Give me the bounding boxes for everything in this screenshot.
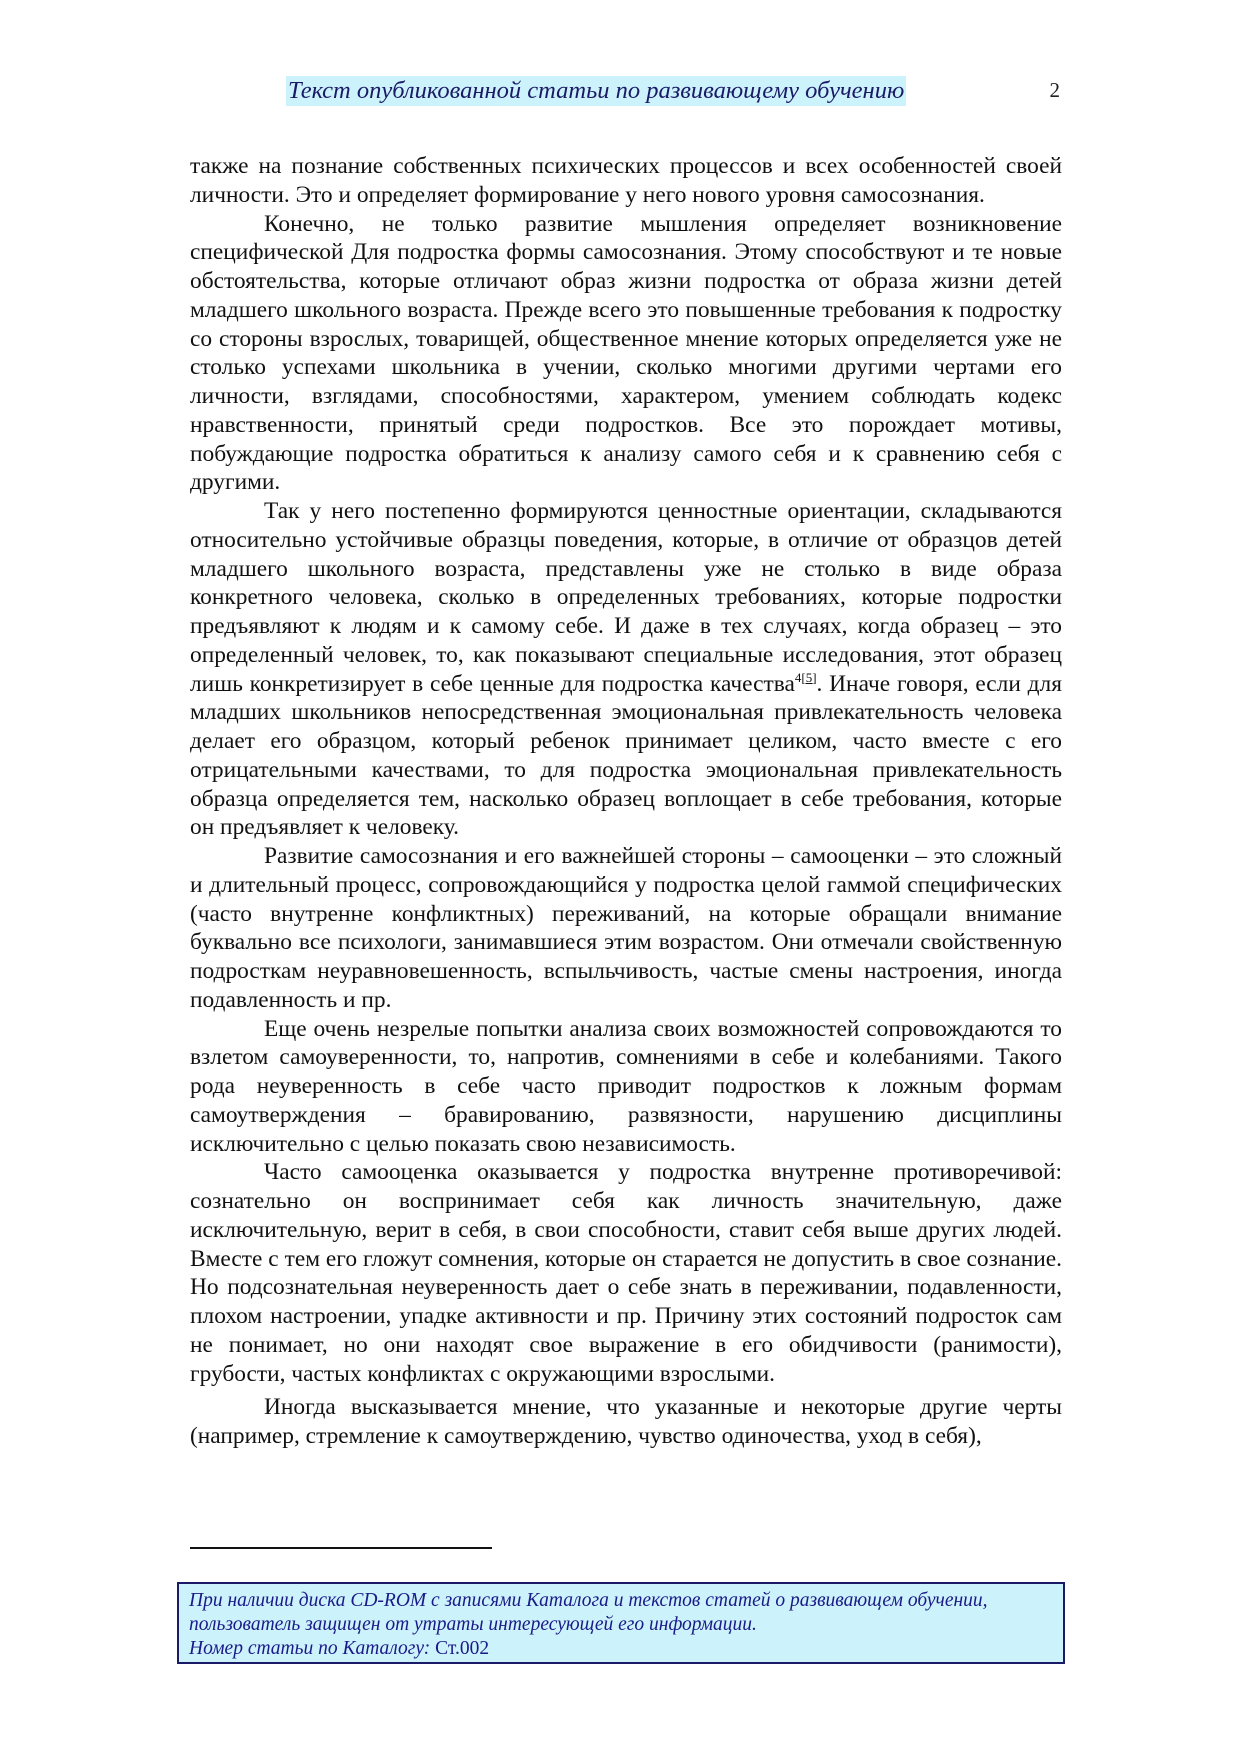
footer-line-2: пользователь защищен от утраты интересующей его информации. <box>189 1614 757 1635</box>
footnote-number[interactable]: 4 <box>794 669 802 685</box>
header-title: Текст опубликованной статьи по развивающему обучению <box>288 77 905 104</box>
footer-notice <box>177 1582 1065 1664</box>
page-header <box>190 72 1060 112</box>
paragraph-3-text-a: Так у него постепенно формируются ценностные ориентации, складываются относительно устойчивые образцы поведения, которые, в отличие от образцов детей младшего школьного возраста, представлены уже не столько в виде образа конкретного человека, сколько в определенных требованиях, которые подростки предъявляют к людям и к самому себе. И даже в тех случаях, когда образец – это определенный человек, то, как показывают специальные исследования, этот образец лишь конкретизирует в себе ценные для подростка качества <box>190 498 1062 697</box>
footnote-separator <box>190 1547 492 1549</box>
footer-line-1: При наличии диска CD-ROM с записями Каталога и текстов статей о развивающем обучении, <box>189 1590 988 1611</box>
page-number: 2 <box>1049 78 1060 102</box>
article-body <box>190 152 1062 1451</box>
paragraph-6: Часто самооценка оказывается у подростка внутренне противоречивой: сознательно он воспринимает себя как личность значительную, даже исключительную, верит в себя, в свои способности, ставит себя выше других людей. Вместе с тем его гложут сомнения, которые он старается не допустить в свое сознание. Но подсознательная неуверенность дает о себе знать в переживании, подавленности, плохом настроении, упадке активности и пр. Причину этих состояний подросток сам не понимает, но они находят свое выражение в его обидчивости (ранимости), грубости, частых конфликтах с окружающими взрослыми. <box>190 1159 1062 1387</box>
paragraph-5: Еще очень незрелые попытки анализа своих возможностей сопровождаются то взлетом самоуверенности, то, напротив, сомнениями в себе и колебаниями. Такого рода неуверенность в себе часто приводит подростков к ложным формам самоутверждения – бравированию, развязности, нарушению дисциплины исключительно с целью показать свою независимость. <box>190 1015 1062 1157</box>
paragraph-3-text-b: . Иначе говоря, если для младших школьников непосредственная эмоциональная привлекательность человека делает его образцом, который ребенок принимает целиком, часто вместе с его отрицательными качествами, то для подростка эмоциональная привлекательность образца определяется тем, насколько образец воплощает в себе требования, которые он предъявляет к человеку. <box>190 670 1062 841</box>
paragraph-1: также на познание собственных психических процессов и всех особенностей своей личности. Это и определяет формирование у него нового уровня самосознания. <box>190 153 1062 208</box>
article-number-label: Номер статьи по Каталогу: <box>189 1638 436 1659</box>
paragraph-3 <box>190 497 1062 842</box>
paragraph-4: Развитие самосознания и его важнейшей стороны – самооценки – это сложный и длительный процесс, сопровождающийся у подростка целой гаммой специфических (часто внутренне конфликтных) переживаний, на которые обращали внимание буквально все психологи, занимавшиеся этим возрастом. Они отмечали свойственную подросткам неуравновешенность, вспыльчивость, частые смены настроения, иногда подавленность и пр. <box>190 843 1062 1013</box>
article-number-value: Ст.002 <box>435 1638 490 1659</box>
paragraph-2: Конечно, не только развитие мышления определяет возникновение специфической Для подростка формы самосознания. Этому способствуют и те новые обстоятельства, которые отличают образ жизни подростка от образа жизни детей младшего школьного возраста. Прежде всего это повышенные требования к подростку со стороны взрослых, товарищей, общественное мнение которых определяется уже не столько успехами школьника в учении, сколько многими другими чертами его личности, взглядами, способностями, характером, умением соблюдать кодекс нравственности, принятый среди подростков. Все это порождает мотивы, побуждающие подростка обратиться к анализу самого себя и к сравнению себя с другими. <box>190 210 1062 496</box>
reference-link[interactable]: [5] <box>801 669 817 685</box>
footnote-marker[interactable] <box>795 670 817 685</box>
footer-article-number <box>189 1637 1053 1661</box>
paragraph-7: Иногда высказывается мнение, что указанные и некоторые другие черты (например, стремление к самоутверждению, чувство одиночества, уход в себя), <box>190 1394 1062 1449</box>
